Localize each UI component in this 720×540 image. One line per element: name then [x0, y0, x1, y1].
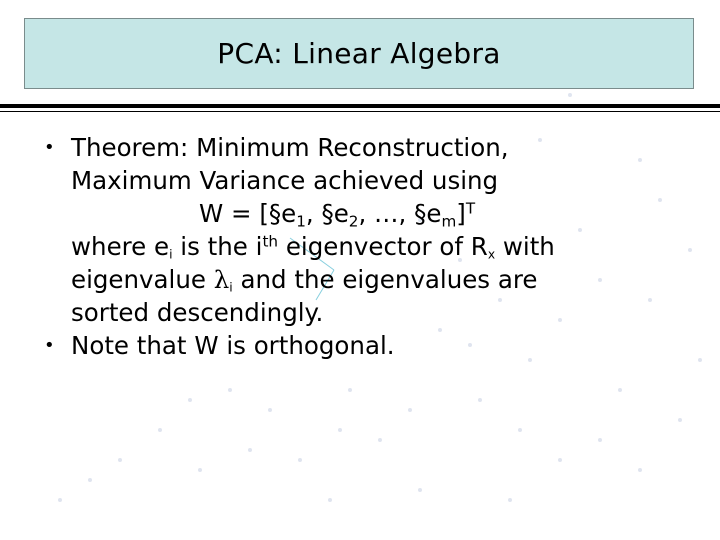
eig-text-2: and the eigenvalues are	[232, 265, 538, 294]
bullet-theorem	[44, 131, 704, 329]
title-box	[24, 18, 694, 89]
orthogonal-note: Note that W is orthogonal.	[71, 331, 395, 360]
formula-close: ]	[456, 199, 466, 228]
theorem-line-last: sorted descendingly.	[71, 298, 324, 327]
where-text-1: where e	[71, 232, 170, 261]
formula-line	[71, 197, 704, 230]
formula-sup-t: T	[465, 199, 476, 218]
theorem-line-1: Theorem: Minimum Reconstruction,	[71, 133, 509, 162]
eig-sub-i: i	[229, 280, 233, 295]
title-divider-thick	[0, 104, 720, 108]
page-title: PCA: Linear Algebra	[217, 37, 501, 70]
formula-sep-1: , §e	[305, 199, 349, 228]
formula-sub-2: 2	[348, 212, 359, 231]
formula-sub-m: m	[441, 212, 457, 231]
theorem-line-2: Maximum Variance achieved using	[71, 166, 499, 195]
where-sub-x: x	[487, 247, 496, 262]
bullet-marker: •	[44, 335, 55, 356]
title-divider-thin	[0, 111, 720, 112]
formula-sub-1: 1	[296, 212, 306, 231]
slide-content	[44, 131, 704, 362]
where-text-4: with	[495, 232, 555, 261]
formula-sep-2: , …, §e	[358, 199, 442, 228]
lambda-symbol: λ	[213, 265, 230, 294]
eig-text-1: eigenvalue	[71, 265, 214, 294]
where-sup-th: th	[262, 232, 279, 251]
bullet-orthogonal	[44, 329, 704, 362]
eigenvalue-line	[71, 263, 704, 296]
where-sub-i: i	[169, 247, 173, 262]
where-text-2: is the i	[172, 232, 263, 261]
bullet-marker: •	[44, 137, 55, 158]
where-text-3: eigenvector of R	[278, 232, 488, 261]
formula-prefix: W = [§e	[199, 199, 297, 228]
where-line	[71, 230, 704, 263]
